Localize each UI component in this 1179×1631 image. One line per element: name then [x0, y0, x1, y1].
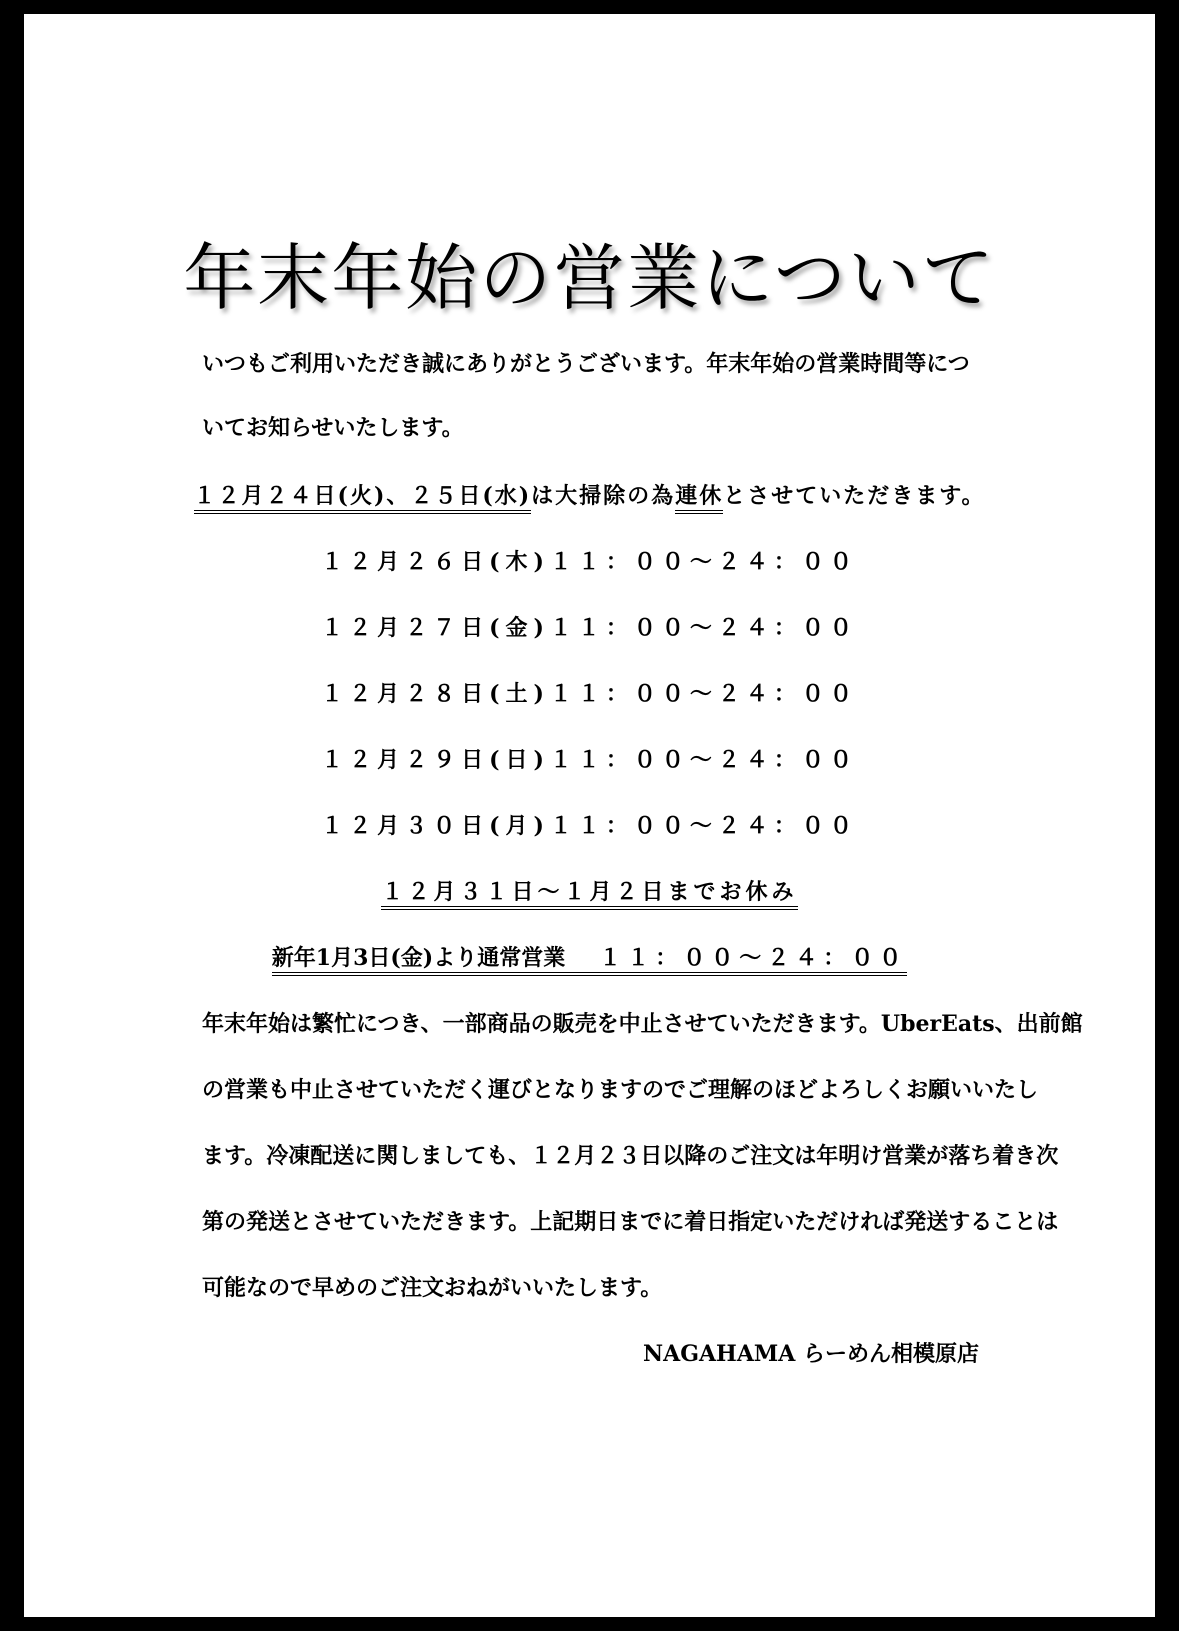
notice-title: 年末年始の営業について — [183, 236, 996, 320]
body-line: の営業も中止させていただく運びとなりますのでご理解のほどよろしくお願いいたし — [202, 1077, 1039, 1103]
holiday-text: １２月３１日〜１月２日までお休み — [381, 879, 797, 910]
body-line: 可能なので早めのご注文おねがいいたします。 — [202, 1275, 663, 1301]
hours-row: １２月２７日(金)１１：００〜２４：００ — [321, 615, 858, 641]
body-line: ます。冷凍配送に関しましても、１２月２３日以降のご注文は年明け営業が落ち着き次 — [202, 1143, 1059, 1169]
closure-text-a: は大掃除の為 — [531, 483, 676, 509]
reopen-label: 新年1月3日(金)より通常営業 — [272, 945, 565, 976]
closure-dates: １２月２４日(火)、２５日(水) — [194, 483, 532, 514]
body-line: 第の発送とさせていただきます。上記期日までに着日指定いただければ発送することは — [202, 1209, 1059, 1235]
hours-row: １２月３０日(月)１１：００〜２４：００ — [321, 813, 858, 839]
closure-text-b: とさせていただきます。 — [723, 483, 986, 509]
body-line: 年末年始は繁忙につき、一部商品の販売を中止させていただきます。UberEats、出前館 — [202, 1011, 1083, 1037]
holiday-notice — [24, 876, 1155, 908]
reopen-hours: １１：００〜２４：００ — [565, 945, 907, 976]
intro-line-2: いてお知らせいたします。 — [202, 415, 464, 441]
hours-row: １２月２６日(木)１１：００〜２４：００ — [321, 549, 858, 575]
closure-notice — [24, 480, 1155, 512]
reopen-notice — [24, 942, 1155, 974]
closure-highlight: 連休 — [675, 483, 723, 514]
notice-page — [24, 14, 1155, 1617]
intro-line-1: いつもご利用いただき誠にありがとうございます。年末年始の営業時間等につ — [202, 351, 970, 377]
store-signature: NAGAHAMA らーめん相模原店 — [643, 1341, 979, 1367]
hours-row: １２月２８日(土)１１：００〜２４：００ — [321, 681, 858, 707]
hours-row: １２月２９日(日)１１：００〜２４：００ — [321, 747, 858, 773]
